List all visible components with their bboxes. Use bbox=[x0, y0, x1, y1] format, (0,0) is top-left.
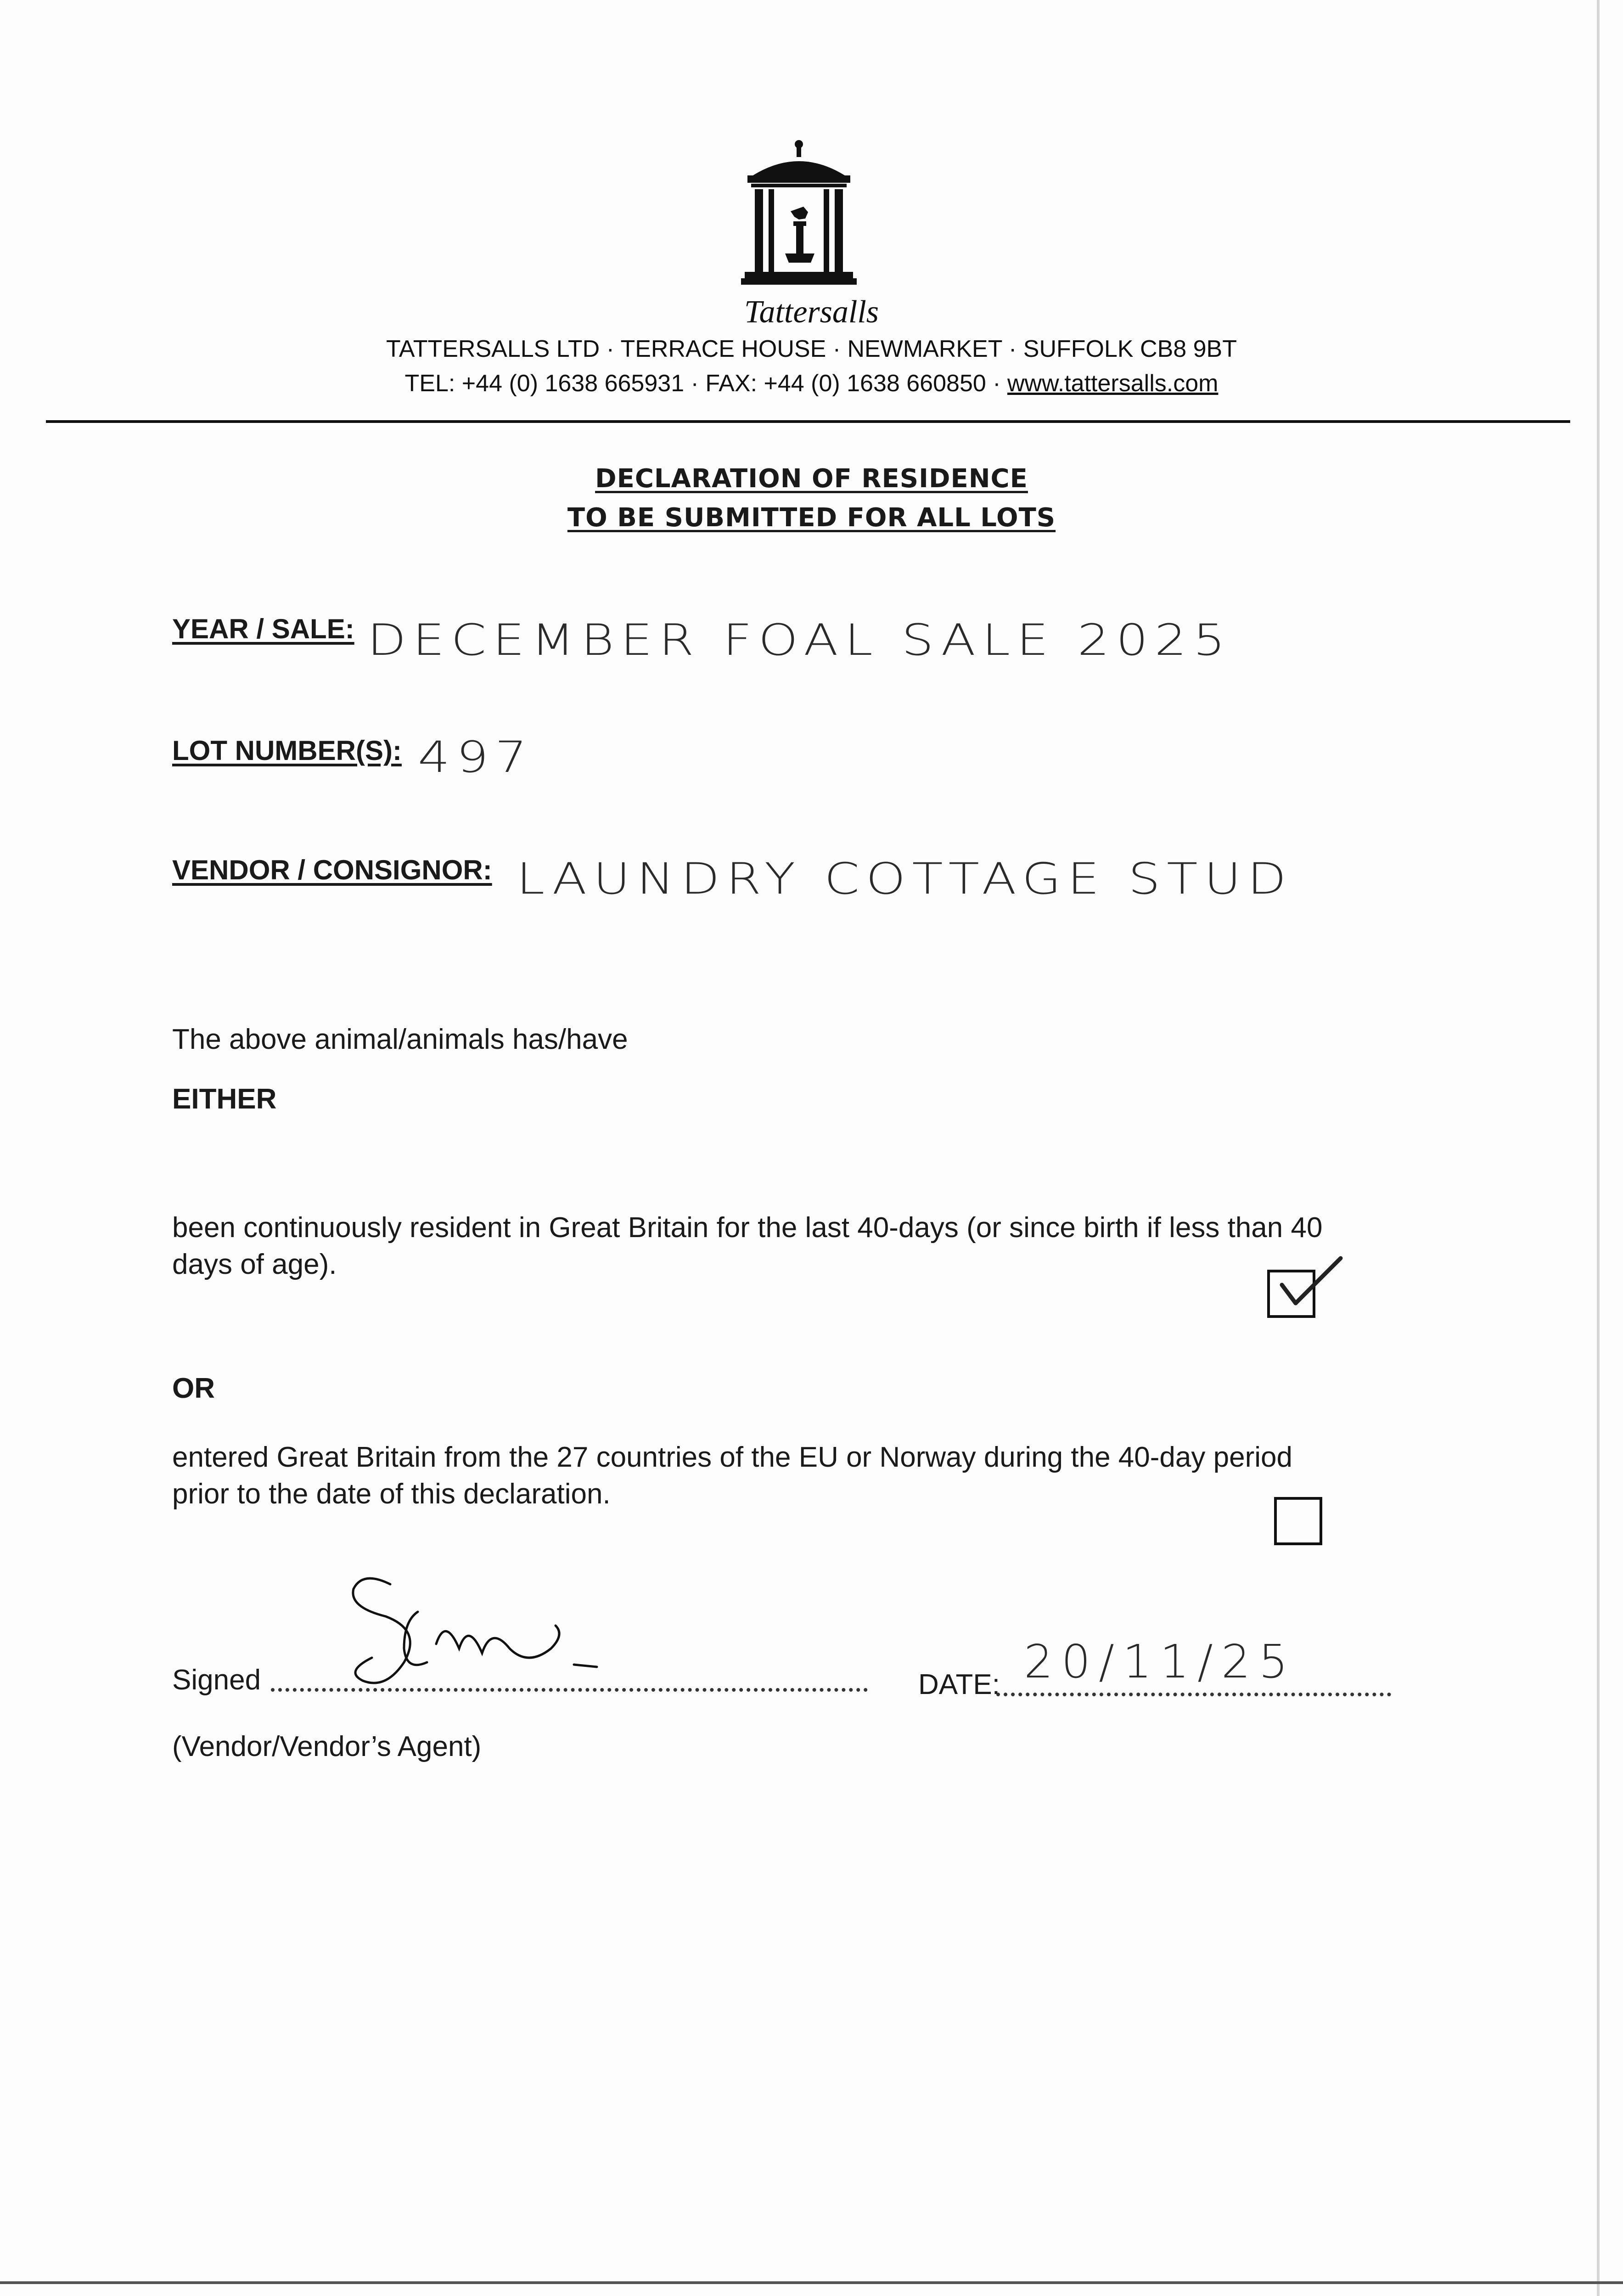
date-line bbox=[996, 1693, 1391, 1696]
year-sale-label: YEAR / SALE: bbox=[172, 613, 354, 644]
option-2-checkbox[interactable] bbox=[1274, 1497, 1322, 1545]
form-title: DECLARATION OF RESIDENCE bbox=[595, 464, 1028, 494]
lot-number-value[interactable]: 497 bbox=[418, 732, 534, 782]
option-1-line-2: days of age). bbox=[172, 1249, 337, 1280]
option-2-line-1: entered Great Britain from the 27 countries of the EU or Norway during the 40-day period bbox=[172, 1441, 1292, 1473]
contact-numbers: TEL: +44 (0) 1638 665931 · FAX: +44 (0) 1638 660850 · bbox=[404, 370, 1007, 397]
company-contact bbox=[0, 370, 1623, 397]
date-label: DATE: bbox=[918, 1669, 1000, 1700]
option-1-line-1: been continuously resident in Great Britain for the last 40-days (or since birth if less than 40 bbox=[172, 1212, 1323, 1244]
website-link[interactable]: www.tattersalls.com bbox=[1007, 370, 1219, 397]
or-label: OR bbox=[172, 1373, 215, 1404]
signature-image[interactable] bbox=[335, 1557, 702, 1704]
lot-number-label: LOT NUMBER(S): bbox=[172, 735, 402, 766]
company-address: TATTERSALLS LTD · TERRACE HOUSE · NEWMARKET · SUFFOLK CB8 9BT bbox=[386, 336, 1237, 362]
brand-name: Tattersalls bbox=[744, 294, 879, 330]
year-sale-value[interactable]: DECEMBER FOAL SALE 2025 bbox=[367, 615, 1232, 665]
checkmark-icon bbox=[1272, 1249, 1350, 1318]
option-2-line-2: prior to the date of this declaration. bbox=[172, 1478, 611, 1510]
header-divider bbox=[46, 420, 1570, 423]
intro-text: The above animal/animals has/have bbox=[172, 1024, 628, 1055]
tattersalls-logo-icon bbox=[735, 138, 863, 294]
either-label: EITHER bbox=[172, 1083, 277, 1115]
date-value[interactable]: 20/11/25 bbox=[1024, 1635, 1297, 1688]
vendor-consignor-label: VENDOR / CONSIGNOR: bbox=[172, 855, 492, 885]
signed-label: Signed bbox=[172, 1664, 261, 1696]
vendor-consignor-value[interactable]: LAUNDRY COTTAGE STUD bbox=[517, 854, 1293, 904]
form-subtitle: TO BE SUBMITTED FOR ALL LOTS bbox=[567, 503, 1056, 533]
page-edge-bottom bbox=[0, 2281, 1623, 2284]
signer-role: (Vendor/Vendor’s Agent) bbox=[172, 1731, 482, 1762]
